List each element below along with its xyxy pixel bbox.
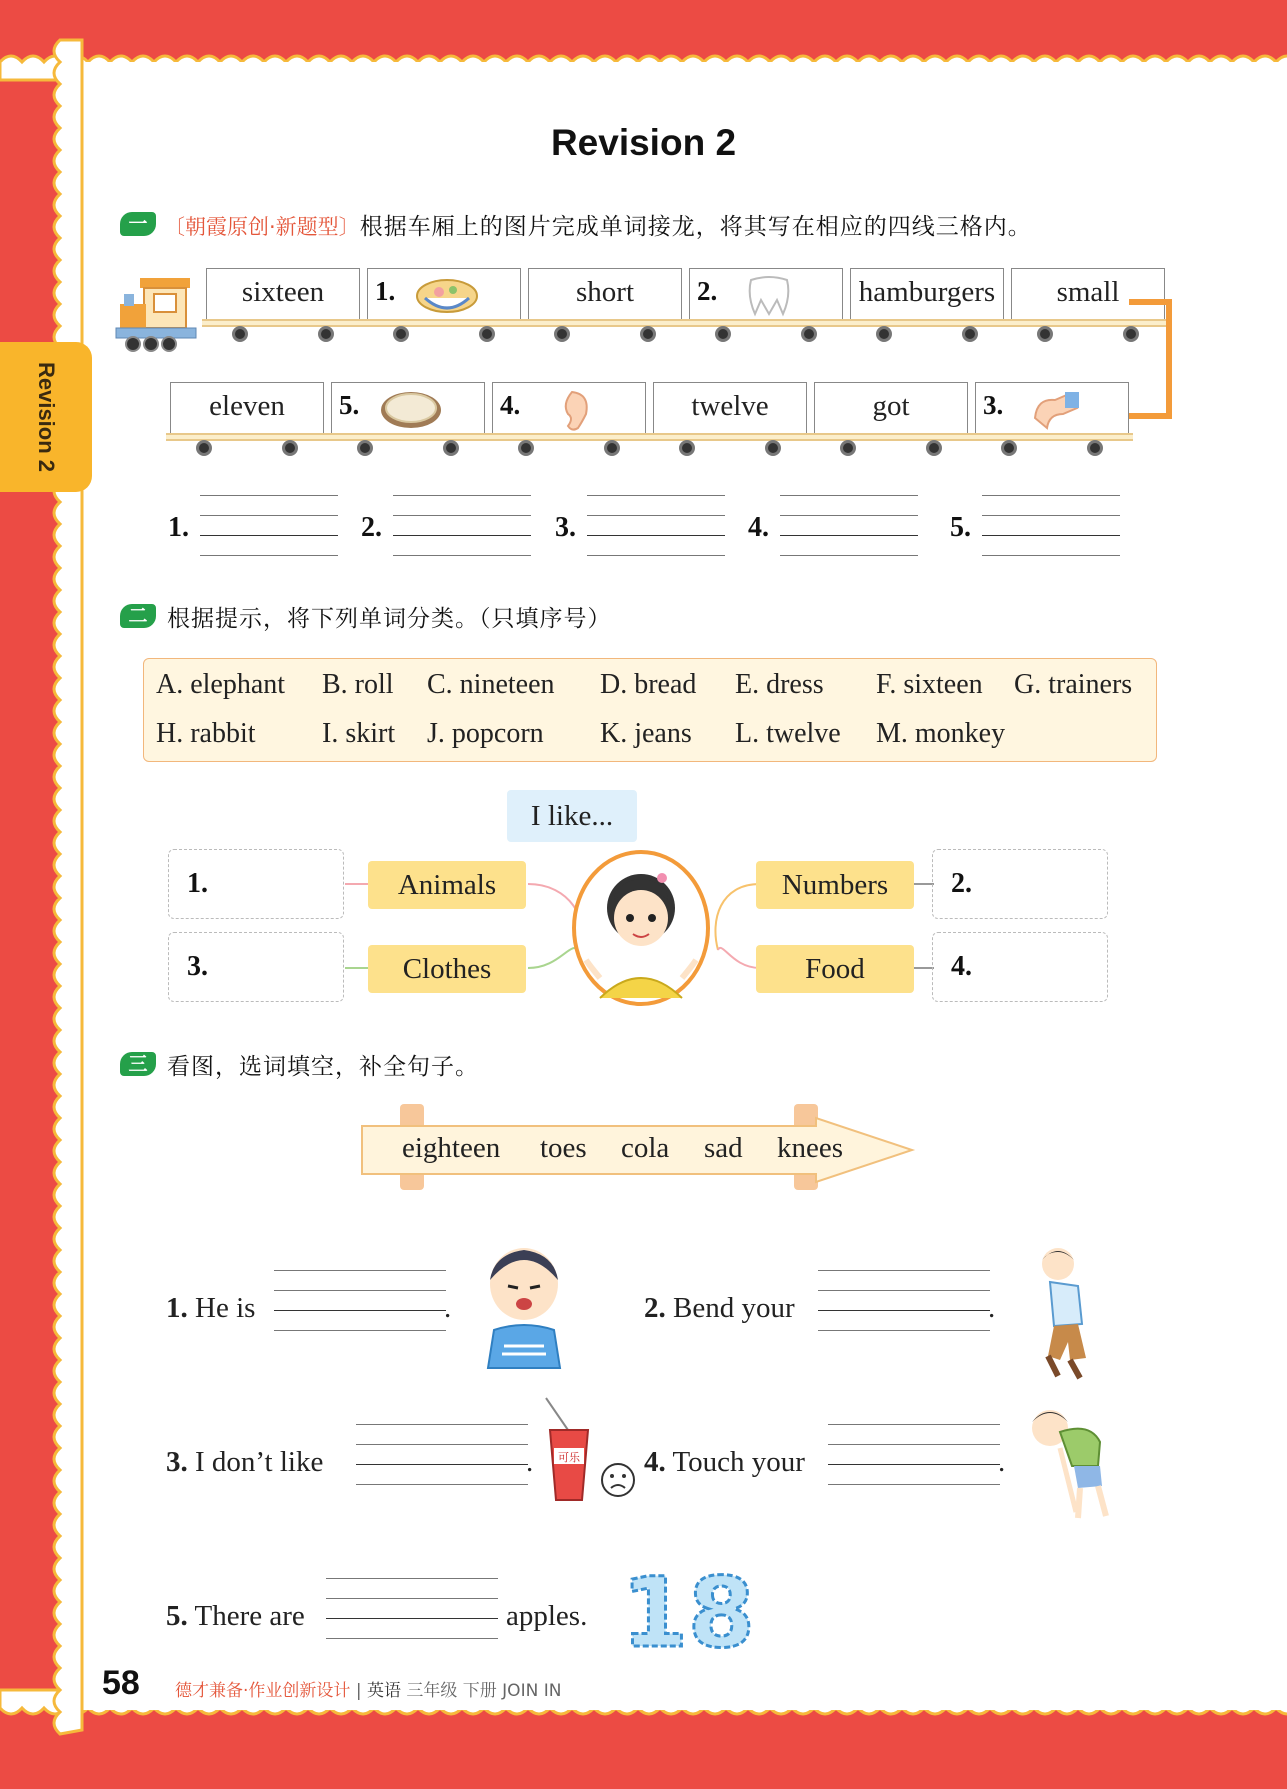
footer-brand: 德才兼备·作业创新设计	[175, 1681, 351, 1701]
train-car-word: hamburgers	[858, 276, 996, 308]
four-line-grid[interactable]	[200, 495, 338, 557]
wheel-icon	[840, 440, 856, 456]
train-car-rail	[488, 433, 650, 441]
word-bank-item: B. roll	[322, 669, 394, 700]
train-car	[170, 382, 324, 446]
train-engine-icon	[116, 274, 208, 356]
answer-box-4-num: 4.	[951, 951, 972, 982]
word-option: cola	[621, 1132, 670, 1164]
train-car-rail	[363, 319, 525, 327]
word-bank-item: K. jeans	[600, 718, 692, 749]
ear-icon	[542, 388, 602, 434]
answer-box-3-num: 3.	[187, 951, 208, 982]
tooth-icon	[739, 274, 799, 320]
train-car-number: 2.	[697, 276, 718, 306]
footer-subject: 英语	[366, 1681, 401, 1701]
answer-box-1-num: 1.	[187, 868, 208, 899]
frame-wave-left	[42, 40, 82, 1730]
train-car-number: 1.	[375, 276, 396, 306]
section-2-instruction: 根据提示，将下列单词分类。（只填序号）	[167, 606, 612, 632]
wheel-icon	[876, 326, 892, 342]
train-car	[367, 268, 521, 332]
footer-term: 下册	[462, 1681, 497, 1701]
wheel-icon	[765, 440, 781, 456]
boy-bending-knees-icon	[1030, 1246, 1102, 1382]
answer-line-number: 5.	[950, 512, 971, 543]
number-18-icon	[621, 1557, 755, 1669]
train-car-word: sixteen	[241, 276, 325, 308]
cola-cup-icon	[540, 1396, 640, 1506]
wheel-icon	[926, 440, 942, 456]
wheel-icon	[604, 440, 620, 456]
train-car-word: twelve	[691, 390, 769, 422]
answer-line-number: 3.	[555, 512, 576, 543]
wheel-icon	[1001, 440, 1017, 456]
wheel-icon	[318, 326, 334, 342]
word-bank-item: J. popcorn	[427, 718, 544, 749]
answer-box-2[interactable]	[932, 849, 1108, 919]
footer-text	[175, 1676, 561, 1701]
sentence-number: 4.	[644, 1446, 666, 1478]
four-line-grid[interactable]	[356, 1424, 528, 1486]
train-car-rail	[649, 433, 811, 441]
category-numbers: Numbers	[756, 861, 914, 909]
four-line-grid[interactable]	[587, 495, 725, 557]
wheel-icon	[443, 440, 459, 456]
train-car-number: 4.	[500, 390, 521, 420]
answer-box-1[interactable]	[168, 849, 344, 919]
train-connector	[1125, 298, 1177, 422]
sentence-text: Bend your	[673, 1292, 795, 1324]
train-car	[492, 382, 646, 446]
wheel-icon	[357, 440, 373, 456]
train-car-word: small	[1056, 276, 1120, 308]
noodles-bowl-icon	[417, 274, 477, 320]
train-car	[975, 382, 1129, 446]
footer-edition: JOIN IN	[502, 1681, 562, 1701]
section-3-badge: 三	[120, 1052, 156, 1076]
word-bank-item: D. bread	[600, 669, 697, 700]
answer-line-number: 1.	[168, 512, 189, 543]
wheel-icon	[679, 440, 695, 456]
wheel-icon	[1037, 326, 1053, 342]
boy-touching-toes-icon	[1020, 1402, 1120, 1524]
sentence-ending: .	[526, 1446, 534, 1478]
arm-icon	[1025, 388, 1085, 434]
answer-box-2-num: 2.	[951, 868, 972, 899]
section-1-tag: 〔朝霞原创·新题型〕	[164, 215, 360, 239]
footer-divider: |	[355, 1681, 362, 1701]
word-bank-item: M. monkey	[876, 718, 1006, 749]
train-car-word: got	[872, 390, 910, 422]
word-option: eighteen	[402, 1132, 501, 1164]
word-bank-item: H. rabbit	[156, 718, 256, 749]
sentence-2	[644, 1292, 795, 1325]
train-car-rail	[846, 319, 1008, 327]
train-car-number: 3.	[983, 390, 1004, 420]
wheel-icon	[640, 326, 656, 342]
word-bank-box	[143, 658, 1157, 762]
sentence-number: 5.	[166, 1600, 188, 1632]
word-option: knees	[777, 1132, 844, 1164]
sentence-text: I don’t like	[195, 1446, 324, 1478]
wheel-icon	[554, 326, 570, 342]
train-car-rail	[971, 433, 1133, 441]
wheel-icon	[1087, 440, 1103, 456]
four-line-grid[interactable]	[326, 1578, 498, 1640]
sentence-text: There are	[194, 1600, 305, 1632]
sentence-number: 1.	[166, 1292, 188, 1324]
page-number: 58	[102, 1664, 140, 1702]
train-car	[653, 382, 807, 446]
four-line-grid[interactable]	[982, 495, 1120, 557]
sentence-number: 2.	[644, 1292, 666, 1324]
speech-bubble-text: I like...	[530, 800, 614, 832]
four-line-grid[interactable]	[780, 495, 918, 557]
answer-line-number: 4.	[748, 512, 769, 543]
sentence-number: 3.	[166, 1446, 188, 1478]
big-number-text: 18	[621, 1557, 755, 1669]
four-line-grid[interactable]	[393, 495, 531, 557]
train-car-rail	[202, 319, 364, 327]
wheel-icon	[801, 326, 817, 342]
section-1-badge: 一	[120, 212, 156, 236]
word-bank-item: L. twelve	[735, 718, 841, 749]
train-car	[331, 382, 485, 446]
train-car	[850, 268, 1004, 332]
rice-plate-icon	[381, 388, 441, 434]
four-line-grid[interactable]	[818, 1270, 990, 1332]
category-animals: Animals	[368, 861, 526, 909]
train-car-word: eleven	[209, 390, 285, 422]
word-bank-item: A. elephant	[156, 669, 286, 700]
sentence-3	[166, 1446, 323, 1479]
sad-boy-icon	[474, 1240, 574, 1370]
wheel-icon	[393, 326, 409, 342]
category-food: Food	[756, 945, 914, 993]
wheel-icon	[479, 326, 495, 342]
section-1-heading	[164, 208, 1032, 241]
train-car-rail	[327, 433, 489, 441]
sentence-ending: .	[444, 1292, 452, 1324]
category-clothes: Clothes	[368, 945, 526, 993]
four-line-grid[interactable]	[828, 1424, 1000, 1486]
sentence-text: He is	[195, 1292, 256, 1324]
section-1-instruction: 根据车厢上的图片完成单词接龙，将其写在相应的四线三格内。	[359, 214, 1032, 240]
girl-portrait-icon	[570, 848, 712, 1008]
wheel-icon	[282, 440, 298, 456]
sentence-1	[166, 1292, 255, 1325]
answer-line-number: 2.	[361, 512, 382, 543]
answer-box-4[interactable]	[932, 932, 1108, 1002]
side-tab-label: Revision 2	[34, 361, 59, 473]
speech-bubble	[507, 790, 637, 842]
sentence-ending: .	[998, 1446, 1006, 1478]
word-option: toes	[540, 1132, 587, 1164]
wheel-icon	[962, 326, 978, 342]
wheel-icon	[715, 326, 731, 342]
word-option: sad	[704, 1132, 743, 1164]
sentence-ending: apples.	[506, 1600, 588, 1632]
answer-box-3[interactable]	[168, 932, 344, 1002]
section-2-badge: 二	[120, 604, 156, 628]
sentence-text: Touch your	[672, 1446, 805, 1478]
word-bank-item: E. dress	[735, 669, 824, 700]
section-3-instruction: 看图，选词填空，补全句子。	[167, 1054, 479, 1080]
word-bank-item: C. nineteen	[427, 669, 555, 700]
train-car-rail	[685, 319, 847, 327]
word-bank-item: F. sixteen	[876, 669, 983, 700]
train-car	[528, 268, 682, 332]
side-tab	[0, 342, 92, 492]
train-car	[689, 268, 843, 332]
train-car-rail	[524, 319, 686, 327]
wheel-icon	[232, 326, 248, 342]
sentence-4	[644, 1446, 805, 1479]
train-car-rail	[166, 433, 328, 441]
train-car-rail	[810, 433, 972, 441]
word-bank-item: G. trainers	[1014, 669, 1133, 700]
wheel-icon	[518, 440, 534, 456]
train-car-word: short	[576, 276, 634, 308]
wheel-icon	[196, 440, 212, 456]
train-car	[814, 382, 968, 446]
word-bank-item: I. skirt	[322, 718, 396, 749]
sentence-ending: .	[988, 1292, 996, 1324]
train-car-number: 5.	[339, 390, 360, 420]
page-title: Revision 2	[550, 122, 737, 163]
four-line-grid[interactable]	[274, 1270, 446, 1332]
cola-label: 可乐	[558, 1451, 580, 1464]
sentence-5	[166, 1600, 305, 1633]
footer-grade: 三年级	[406, 1681, 458, 1701]
train-car	[206, 268, 360, 332]
